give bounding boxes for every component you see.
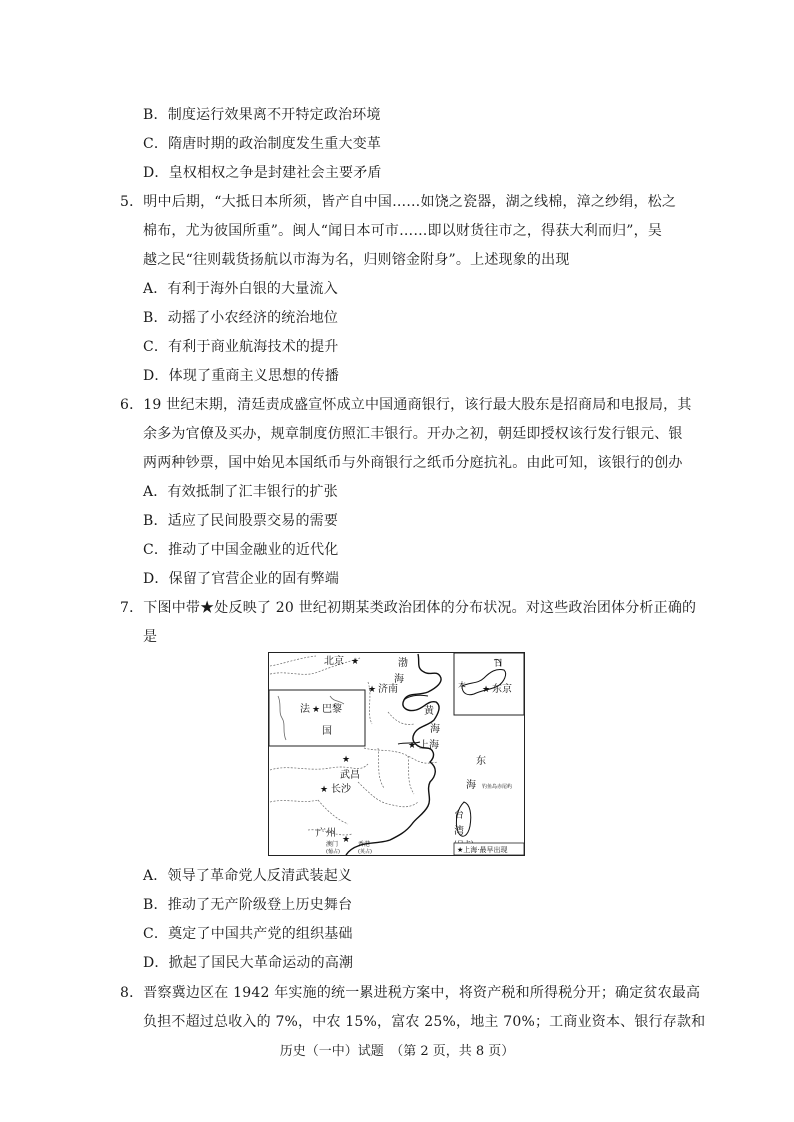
q7-stem-line-2: 是: [143, 629, 158, 645]
label-bohai-1: 渤: [398, 658, 408, 669]
star-guangzhou: ★: [342, 835, 351, 845]
q6-option-b: B．适应了民间股票交易的需要: [143, 513, 339, 529]
label-guo: 国: [322, 726, 332, 737]
q6-stem-line-2: 余多为官僚及买办，规章制度仿照汇丰银行。开办之初，朝廷即授权该行发行银元、银: [143, 426, 683, 442]
label-ri: 日: [494, 659, 504, 669]
star-tokyo: ★: [482, 685, 491, 695]
label-shanghai: 上海: [419, 740, 439, 751]
q6-option-d: D．保留了官营企业的固有弊端: [143, 571, 340, 587]
q6-stem-line-1: 6．19 世纪末期，清廷责成盛宣怀成立中国通商银行，该行最大股东是招商局和电报局，其: [120, 397, 692, 413]
q7-option-c: C．奠定了中国共产党的组织基础: [143, 926, 353, 942]
page-footer: 历史（一中）试题 （第 2 页，共 8 页）: [279, 1044, 515, 1059]
star-shanghai: ★: [408, 741, 417, 751]
q5-stem-line-3: 越之民“往则载货扬航以市海为名，归则镕金附身”。上述现象的出现: [143, 252, 570, 268]
q5-option-d: D．体现了重商主义思想的传播: [143, 368, 340, 384]
label-bali: 巴黎: [322, 704, 342, 715]
label-diaoyu: 钓鱼岛赤尾屿: [482, 784, 513, 790]
star-beijing: ★: [351, 657, 360, 667]
q5-option-b: B．动摇了小农经济的统治地位: [143, 310, 339, 326]
star-wuchang: ★: [342, 755, 351, 765]
label-guangzhou: 广州: [316, 828, 336, 839]
label-taiwan-1: 台: [454, 810, 464, 821]
q7-option-a: A．领导了革命党人反清武装起义: [143, 868, 353, 884]
label-ben: 本: [458, 681, 466, 690]
label-jinan: 济南: [378, 684, 398, 695]
q8-stem-line-2: 负担不超过总收入的 7%，中农 15%，富农 25%，地主 70%；工商业资本、银行存款和: [143, 1014, 706, 1030]
q7-map-svg: [268, 652, 525, 856]
label-taiwan-2: 湾: [454, 826, 464, 837]
q7-option-d: D．掀起了国民大革命运动的高潮: [143, 955, 354, 971]
label-aomen-note: (葡占): [326, 849, 340, 855]
label-fa: 法: [300, 704, 310, 715]
q7-stem-line-1: 7．下图中带★处反映了 20 世纪初期某类政治团体的分布状况。对这些政治团体分析正确的: [120, 600, 697, 616]
label-dongjing: 东京: [492, 684, 512, 695]
q7-option-b: B．推动了无产阶级登上历史舞台: [143, 897, 353, 913]
q6-stem-line-3: 两两种钞票，国中始见本国纸币与外商银行之纸币分庭抗礼。由此可知，该银行的创办: [143, 455, 683, 471]
star-paris: ★: [312, 705, 321, 715]
label-wuchang: 武昌: [340, 770, 360, 781]
label-xianggang: 香港: [358, 841, 371, 848]
label-donghai-2: 海: [466, 780, 476, 791]
star-changsha: ★: [320, 785, 329, 795]
q5-stem-line-1: 5．明中后期，“大抵日本所须，皆产自中国……如饶之瓷器，湖之线棉，漳之纱绢，松之: [120, 194, 677, 210]
q4-option-d: D．皇权相权之争是封建社会主要矛盾: [143, 165, 382, 181]
map-legend: ★上海·最早出现: [457, 846, 508, 854]
paris-inset: [269, 690, 365, 746]
q4-option-b: B．制度运行效果离不开特定政治环境: [143, 107, 381, 123]
label-beijing: 北京: [324, 656, 344, 667]
label-changsha: 长沙: [331, 784, 351, 795]
q4-option-c: C．隋唐时期的政治制度发生重大变革: [143, 136, 382, 152]
label-xianggang-note: (英占): [358, 849, 372, 855]
q7-map-figure: [268, 652, 525, 856]
label-aomen: 澳门: [326, 841, 339, 848]
label-donghai-1: 东: [476, 756, 486, 767]
q5-option-a: A．有利于海外白银的大量流入: [143, 281, 338, 297]
star-jinan: ★: [368, 685, 377, 695]
q8-stem-line-1: 8．晋察冀边区在 1942 年实施的统一累进税方案中，将资产税和所得税分开；确定贫农最高: [120, 985, 701, 1001]
label-huanghai-1: 黄: [424, 706, 434, 717]
q6-option-c: C．推动了中国金融业的近代化: [143, 542, 339, 558]
label-bohai-2: 海: [394, 674, 404, 685]
q5-option-c: C．有利于商业航海技术的提升: [143, 339, 339, 355]
label-huanghai-2: 海: [430, 724, 440, 735]
q5-stem-line-2: 棉布，尤为彼国所重”。闽人“闻日本可市……即以财货往市之，得获大利而归”，吴: [143, 223, 663, 239]
q6-option-a: A．有效抵制了汇丰银行的扩张: [143, 484, 338, 500]
